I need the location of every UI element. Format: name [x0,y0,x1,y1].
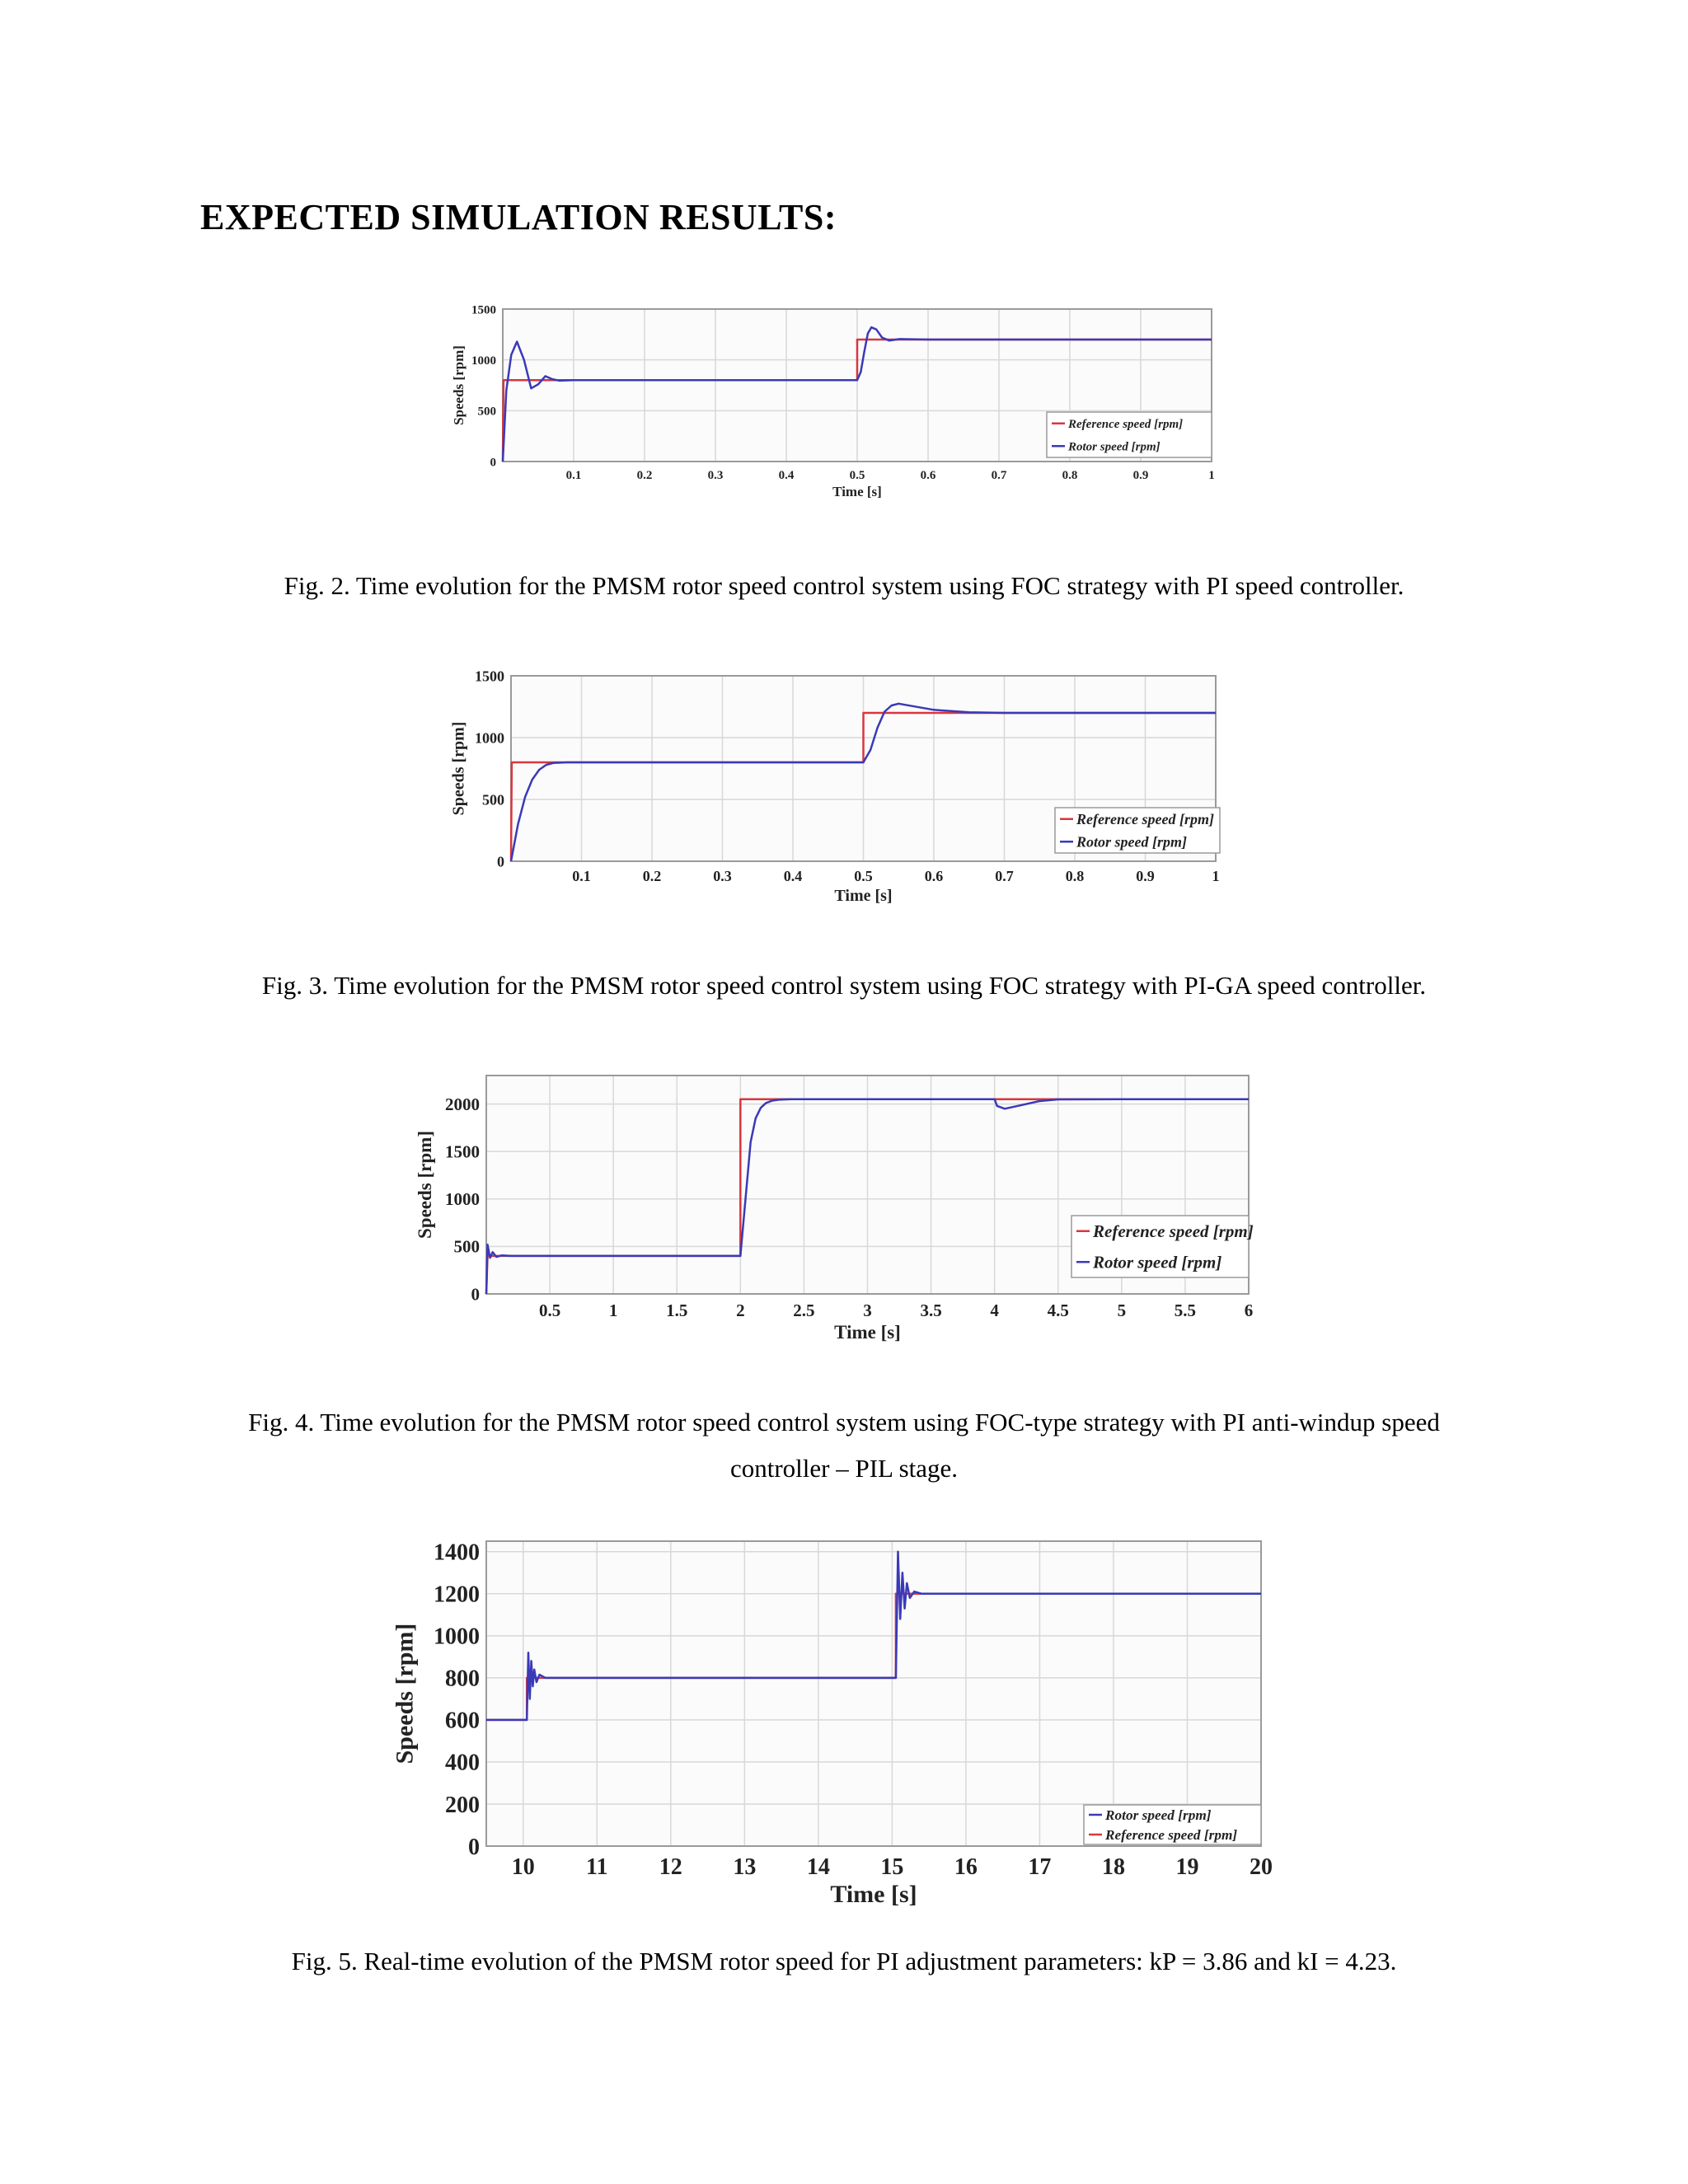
y-tick-label: 1500 [445,1141,480,1162]
y-tick-label: 1000 [475,729,504,747]
y-axis-label: Speeds [rpm] [449,721,468,816]
x-tick-label: 0.6 [920,469,936,482]
page-heading: EXPECTED SIMULATION RESULTS: [200,197,837,237]
x-axis-label: Time [s] [834,887,893,905]
x-tick-label: 0.2 [642,868,662,884]
y-tick-label: 1500 [475,668,504,685]
x-tick-label: 20 [1250,1854,1273,1880]
y-tick-label: 500 [482,791,504,808]
x-tick-label: 0.1 [572,868,591,884]
y-tick-label: 0 [490,456,496,470]
figure-5-chart [391,1533,1286,1908]
x-tick-label: 0.3 [713,868,732,884]
y-tick-label: 800 [445,1666,480,1692]
y-tick-label: 500 [477,405,496,419]
x-axis-label: Time [s] [830,1881,917,1908]
x-tick-label: 18 [1101,1854,1125,1880]
y-tick-label: 1200 [434,1582,480,1608]
x-tick-label: 1.5 [666,1301,688,1320]
x-tick-label: 2 [736,1301,745,1320]
x-tick-label: 0.2 [636,469,653,482]
figure-3-chart [449,659,1240,907]
x-tick-label: 14 [806,1854,830,1880]
x-tick-label: 0.9 [1132,469,1149,482]
x-tick-label: 12 [659,1854,682,1880]
x-tick-label: 0.1 [565,469,582,482]
y-tick-label: 600 [445,1708,480,1734]
y-tick-label: 0 [497,853,504,870]
x-tick-label: 1 [1208,469,1215,482]
figure-5 [391,1533,1286,1908]
x-tick-label: 0.4 [778,469,795,482]
x-tick-label: 4.5 [1047,1301,1069,1320]
figure-4 [416,1063,1273,1347]
x-tick-label: 5.5 [1174,1301,1197,1320]
x-tick-label: 10 [511,1854,535,1880]
x-tick-label: 1 [1212,868,1220,884]
y-tick-label: 200 [445,1792,480,1818]
figure-4-caption-line-2: controller – PIL stage. [729,1454,959,1483]
figure-4-caption-line-1: Fig. 4. Time evolution for the PMSM rotor speed control system using FOC-type strategy with PI anti-windup speed [248,1408,1440,1436]
y-tick-label: 1500 [471,303,496,317]
legend-entry: Rotor speed [rpm] [1093,1252,1222,1272]
x-tick-label: 3 [863,1301,872,1320]
y-tick-label: 1000 [445,1189,480,1210]
x-tick-label: 17 [1028,1854,1052,1880]
x-tick-label: 5 [1117,1301,1127,1320]
x-tick-label: 11 [586,1854,608,1880]
x-axis-label: Time [s] [834,1322,901,1343]
x-axis-label: Time [s] [832,484,882,499]
legend-entry: Reference speed [rpm] [1076,811,1214,828]
figure-5-caption: Fig. 5. Real-time evolution of the PMSM rotor speed for PI adjustment parameters: kP = 3.86 and kI = 4.23. [291,1947,1397,1975]
legend-entry: Reference speed [rpm] [1068,418,1184,431]
x-tick-label: 0.8 [1065,868,1085,884]
figure-2-caption: Fig. 2. Time evolution for the PMSM rotor speed control system using FOC strategy with PI speed controller. [284,571,1404,600]
x-tick-label: 16 [954,1854,978,1880]
x-tick-label: 6 [1244,1301,1254,1320]
y-tick-label: 0 [468,1834,480,1860]
legend-entry: Rotor speed [rpm] [1076,833,1187,851]
x-tick-label: 0.9 [1136,868,1155,884]
y-tick-label: 1000 [471,354,496,368]
plot-area [486,1541,1261,1846]
x-tick-label: 0.3 [707,469,724,482]
x-tick-label: 4 [990,1301,999,1320]
y-axis-label: Speeds [rpm] [451,345,467,425]
figure-2-chart [445,297,1236,511]
x-tick-label: 0.6 [924,868,944,884]
x-tick-label: 0.5 [538,1301,561,1320]
x-tick-label: 0.7 [991,469,1007,482]
legend-entry: Reference speed [rpm] [1105,1827,1238,1844]
figure-3 [449,659,1240,907]
x-tick-label: 1 [608,1301,618,1320]
y-axis-label: Speeds [rpm] [391,1623,419,1765]
legend-entry: Rotor speed [rpm] [1105,1807,1212,1824]
y-tick-label: 500 [453,1236,480,1257]
x-tick-label: 0.8 [1062,469,1078,482]
x-tick-label: 0.4 [783,868,803,884]
y-axis-label: Speeds [rpm] [414,1131,435,1239]
x-tick-label: 0.5 [854,868,873,884]
y-tick-label: 2000 [445,1094,480,1114]
x-tick-label: 2.5 [793,1301,815,1320]
x-tick-label: 0.5 [849,469,865,482]
y-tick-label: 1400 [434,1540,480,1566]
figure-4-chart [416,1063,1273,1347]
x-tick-label: 15 [880,1854,904,1880]
legend-entry: Rotor speed [rpm] [1068,440,1160,454]
x-tick-label: 19 [1175,1854,1199,1880]
x-tick-label: 3.5 [920,1301,942,1320]
y-tick-label: 0 [471,1284,480,1305]
x-tick-label: 0.7 [995,868,1014,884]
figure-2 [445,297,1236,511]
y-tick-label: 1000 [434,1624,480,1650]
x-tick-label: 13 [733,1854,757,1880]
figure-3-caption: Fig. 3. Time evolution for the PMSM rotor speed control system using FOC strategy with PI-GA speed controller. [261,971,1427,1000]
legend-entry: Reference speed [rpm] [1093,1221,1254,1242]
y-tick-label: 400 [445,1750,480,1776]
